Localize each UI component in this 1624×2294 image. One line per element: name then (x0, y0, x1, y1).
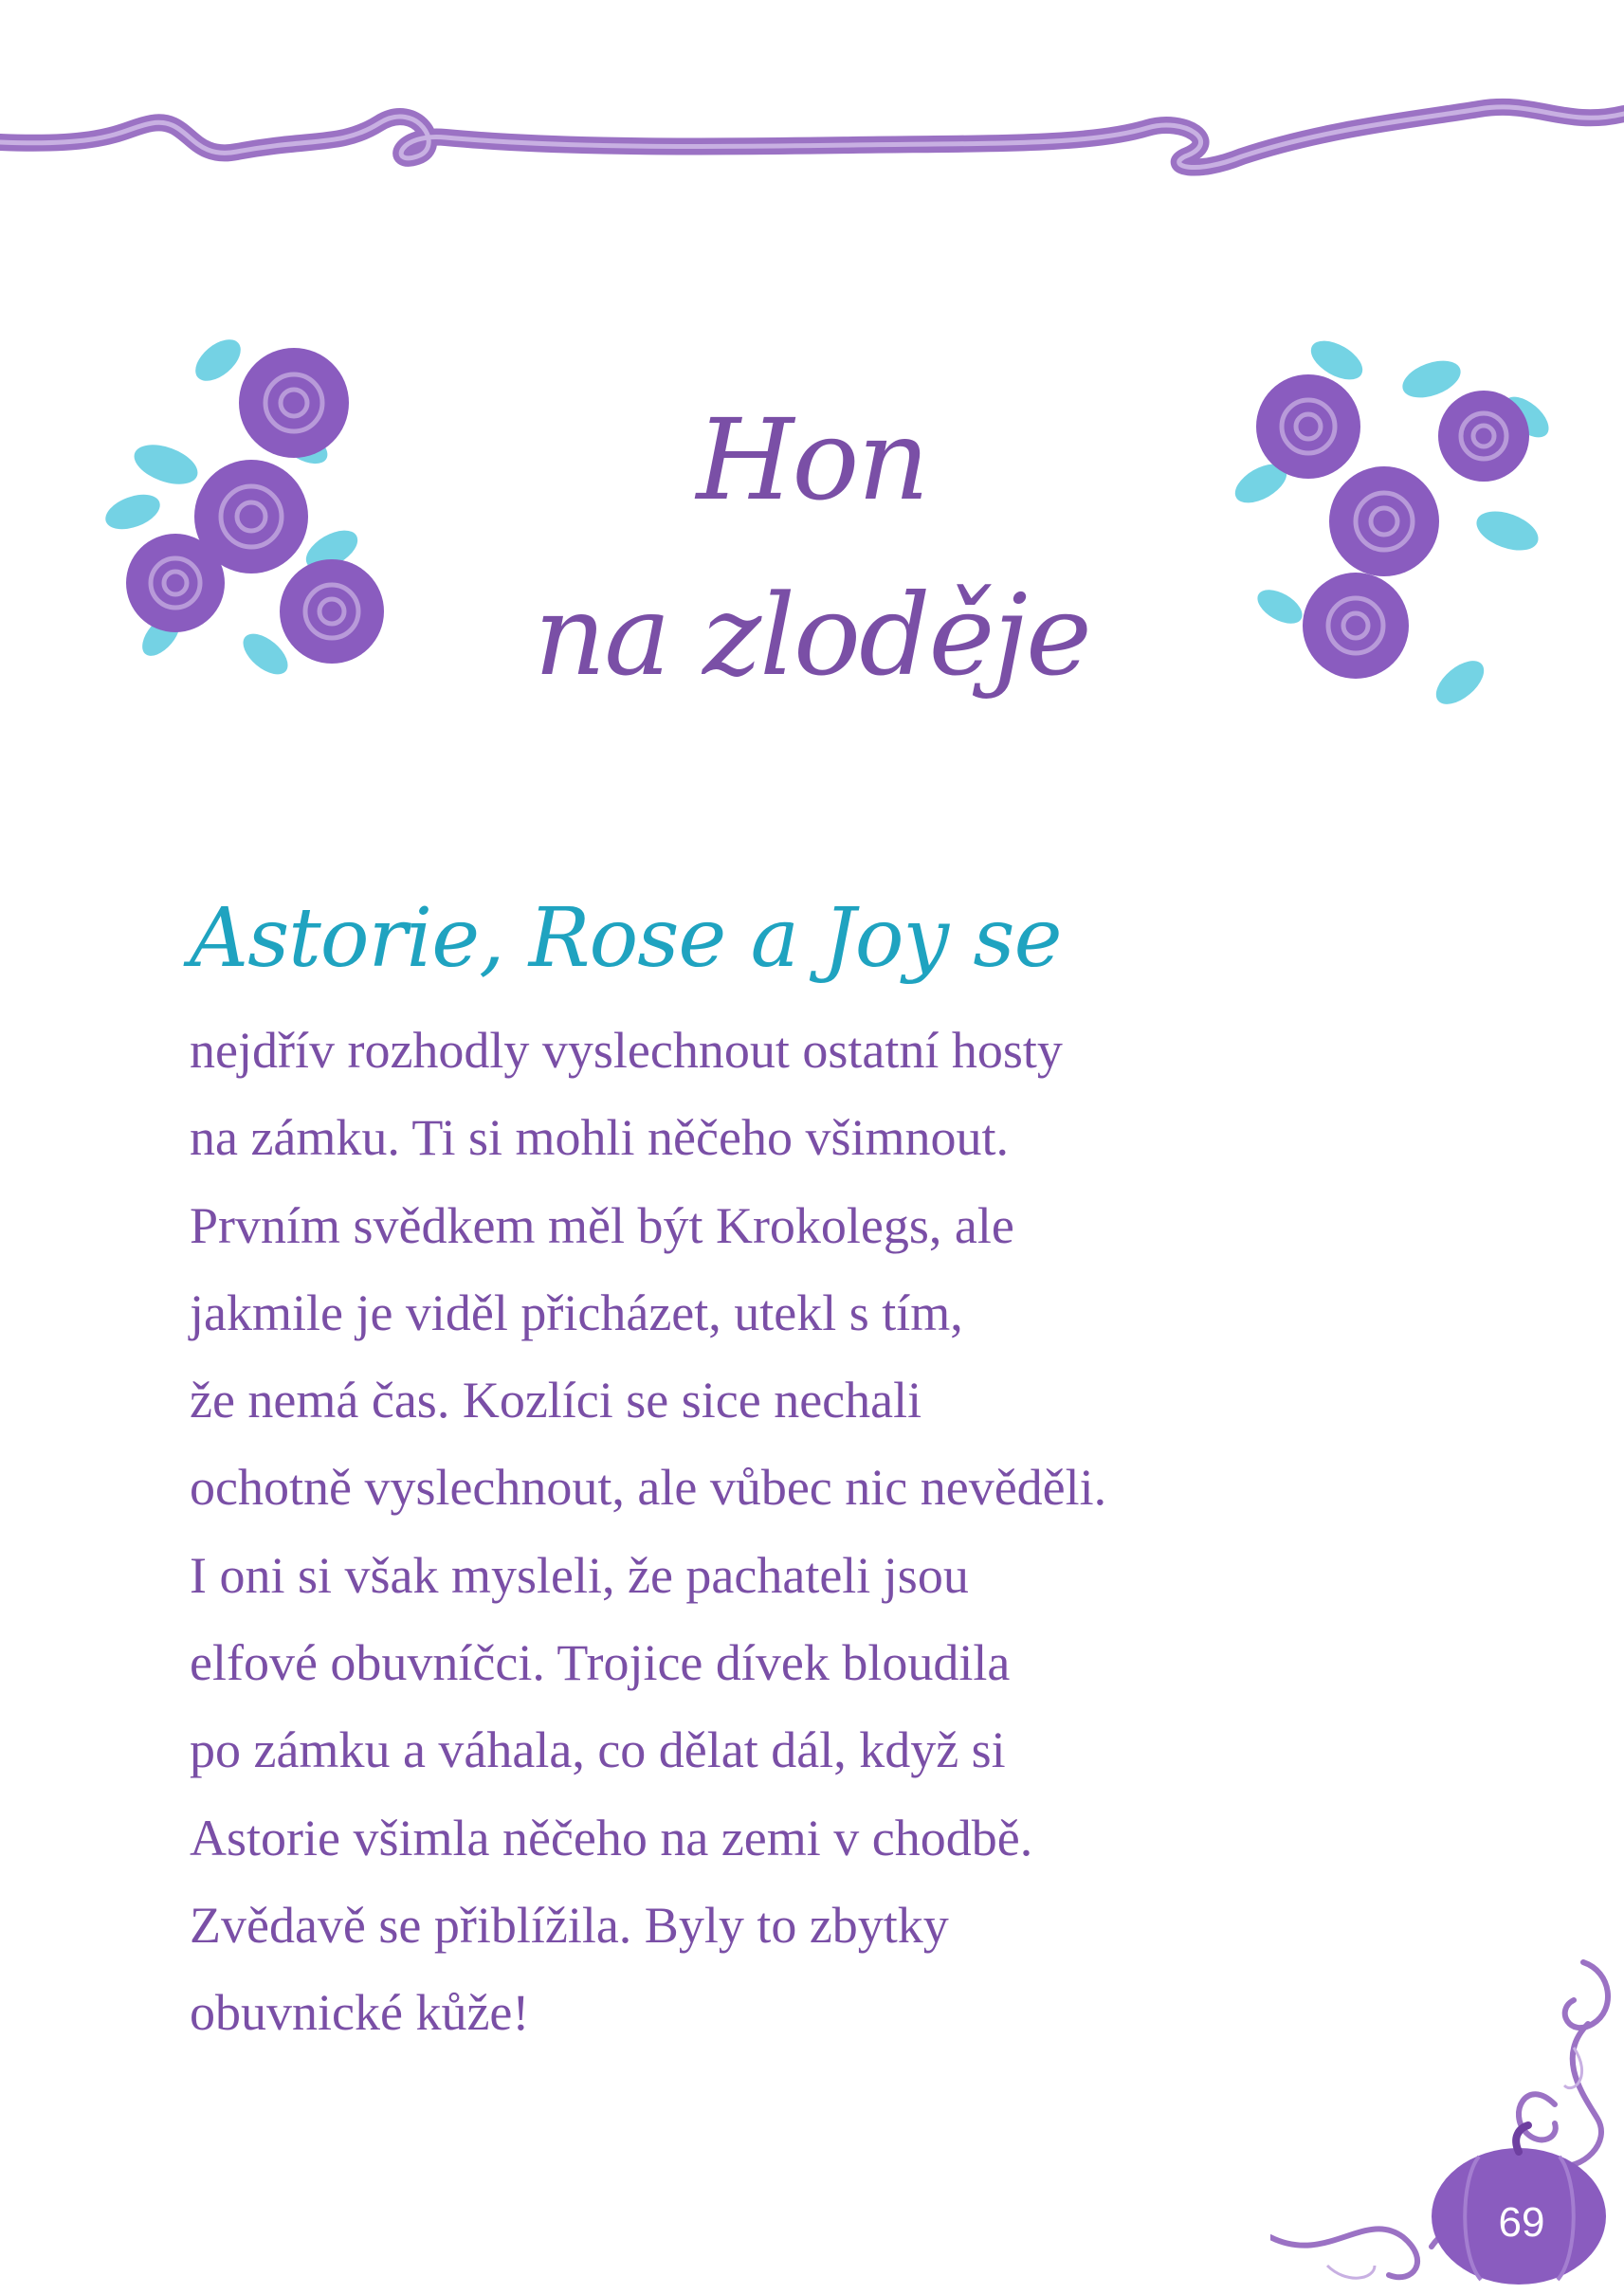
chapter-title-line-2: na zloděje (534, 570, 1090, 701)
chapter-title-line-1: Hon (696, 394, 928, 525)
body-paragraph (190, 1007, 1375, 2057)
body-line: obuvnické kůže! (190, 1984, 530, 2042)
body-line: I oni si však mysleli, že pachateli jsou (190, 1546, 969, 1604)
body-line: že nemá čas. Kozlíci se sice nechali (190, 1372, 922, 1429)
body-line: po zámku a váhala, co dělat dál, když si (190, 1721, 1006, 1779)
body-line: elfové obuvníčci. Trojice dívek bloudila (190, 1634, 1011, 1692)
page-number: 69 (1498, 2199, 1545, 2246)
body-line: Astorie všimla něčeho na zemi v chodbě. (190, 1809, 1033, 1866)
ribbon-border-icon (0, 90, 1624, 204)
lead-in-text: Astorie, Rose a Joy se (190, 891, 1062, 986)
body-line: nejdřív rozhodly vyslechnout ostatní hosty (190, 1022, 1063, 1079)
body-line: ochotně vyslechnout, ale vůbec nic nevěděli. (190, 1459, 1107, 1517)
body-line: jakmile je viděl přicházet, utekl s tím, (190, 1284, 963, 1341)
body-line: Zvědavě se přiblížila. Byly to zbytky (190, 1896, 949, 1954)
body-line: na zámku. Ti si mohli něčeho všimnout. (190, 1109, 1009, 1167)
body-line: Prvním svědkem měl být Krokolegs, ale (190, 1196, 1014, 1254)
